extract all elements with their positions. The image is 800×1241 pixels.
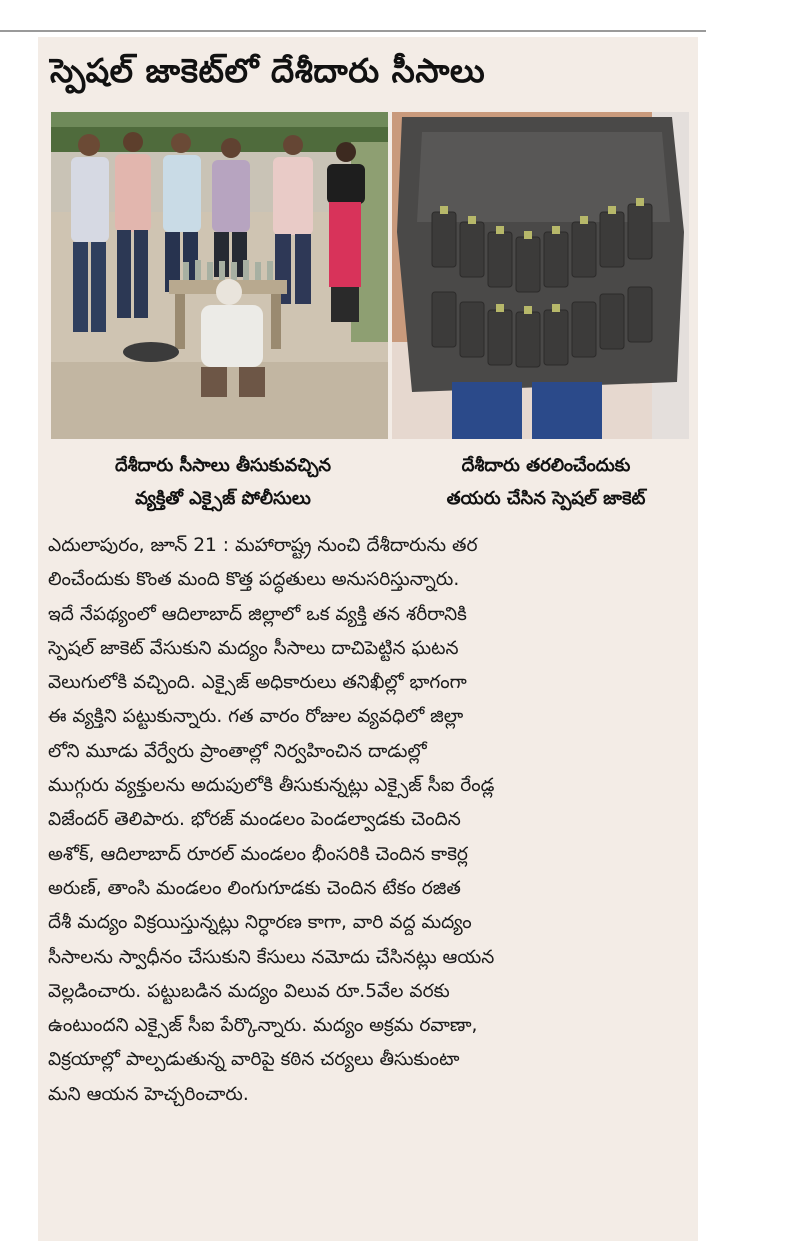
headline: స్పెషల్ జాకెట్‌లో దేశీదారు సీసాలు: [50, 51, 486, 90]
caption-right: [400, 449, 692, 515]
body-line: మని ఆయన హెచ్చరించారు.: [48, 1083, 249, 1105]
body-line: ఉంటుందని ఎక్సైజ్ సీఐ పేర్కొన్నారు. మద్యం అక్రమ రవాణా,: [48, 1015, 478, 1037]
caption-left-line-1: దేశీదారు సీసాలు తీసుకువచ్చిన: [115, 455, 331, 476]
body-line: సీసాలను స్వాధీనం చేసుకుని కేసులు నమోదు చేసినట్లు ఆయన: [48, 946, 495, 968]
page-top-rule: [0, 30, 706, 32]
news-clipping: [38, 37, 698, 1241]
photo-special-jacket: [392, 112, 689, 439]
body-line: స్పెషల్ జాకెట్ వేసుకుని మద్యం సీసాలు దాచిపెట్టిన ఘటన: [48, 637, 459, 659]
body-line: అరుణ్, తాంసి మండలం లింగుగూడకు చెందిన టేకం రజిత: [48, 877, 461, 899]
body-line: విక్రయాల్లో పాల్పడుతున్న వారిపై కఠిన చర్యలు తీసుకుంటా: [48, 1049, 460, 1071]
caption-left-line-2: వ్యక్తితో ఎక్సైజ్ పోలీసులు: [135, 488, 311, 509]
body-line: వెలుగులోకి వచ్చింది. ఎక్సైజ్ అధికారులు తనిఖీల్లో భాగంగా: [48, 672, 467, 694]
caption-left: [58, 449, 388, 515]
article-body: [48, 529, 688, 1112]
caption-right-line-1: దేశీదారు తరలించేందుకు: [461, 455, 631, 476]
body-line: ఇదే నేపథ్యంలో ఆదిలాబాద్ జిల్లాలో ఒక వ్యక్తి తన శరీరానికి: [48, 603, 467, 625]
caption-right-line-2: తయరు చేసిన స్పెషల్ జాకెట్: [446, 488, 646, 509]
body-line: విజేందర్ తెలిపారు. భోరజ్ మండలం పెండల్వాడకు చెందిన: [48, 809, 461, 831]
body-line: లించేందుకు కొంత మంది కొత్త పద్ధతులు అనుసరిస్తున్నారు.: [48, 569, 460, 591]
body-line: ఈ వ్యక్తిని పట్టుకున్నారు. గత వారం రోజుల వ్యవధిలో జిల్లా: [48, 706, 464, 728]
photo-police-with-man: [51, 112, 388, 439]
body-line: ఎదులాపురం, జూన్ 21 : మహారాష్ట్ర నుంచి దేశీదారును తర: [48, 535, 478, 556]
body-line: లోని మూడు వేర్వేరు ప్రాంతాల్లో నిర్వహించిన దాడుల్లో: [48, 740, 427, 762]
body-line: ముగ్గురు వ్యక్తులను అదుపులోకి తీసుకున్నట్లు ఎక్సైజ్ సీఐ రేండ్ల: [48, 775, 495, 797]
body-line: వెల్లడించారు. పట్టుబడిన మద్యం విలువ రూ.5వేల వరకు: [48, 980, 450, 1002]
body-line: అశోక్, ఆదిలాబాద్ రూరల్ మండలం భీంసరికి చెందిన కాకెర్ల: [48, 843, 468, 865]
body-line: దేశీ మద్యం విక్రయిస్తున్నట్లు నిర్ధారణ కాగా, వారి వద్ద మద్యం: [48, 912, 472, 934]
